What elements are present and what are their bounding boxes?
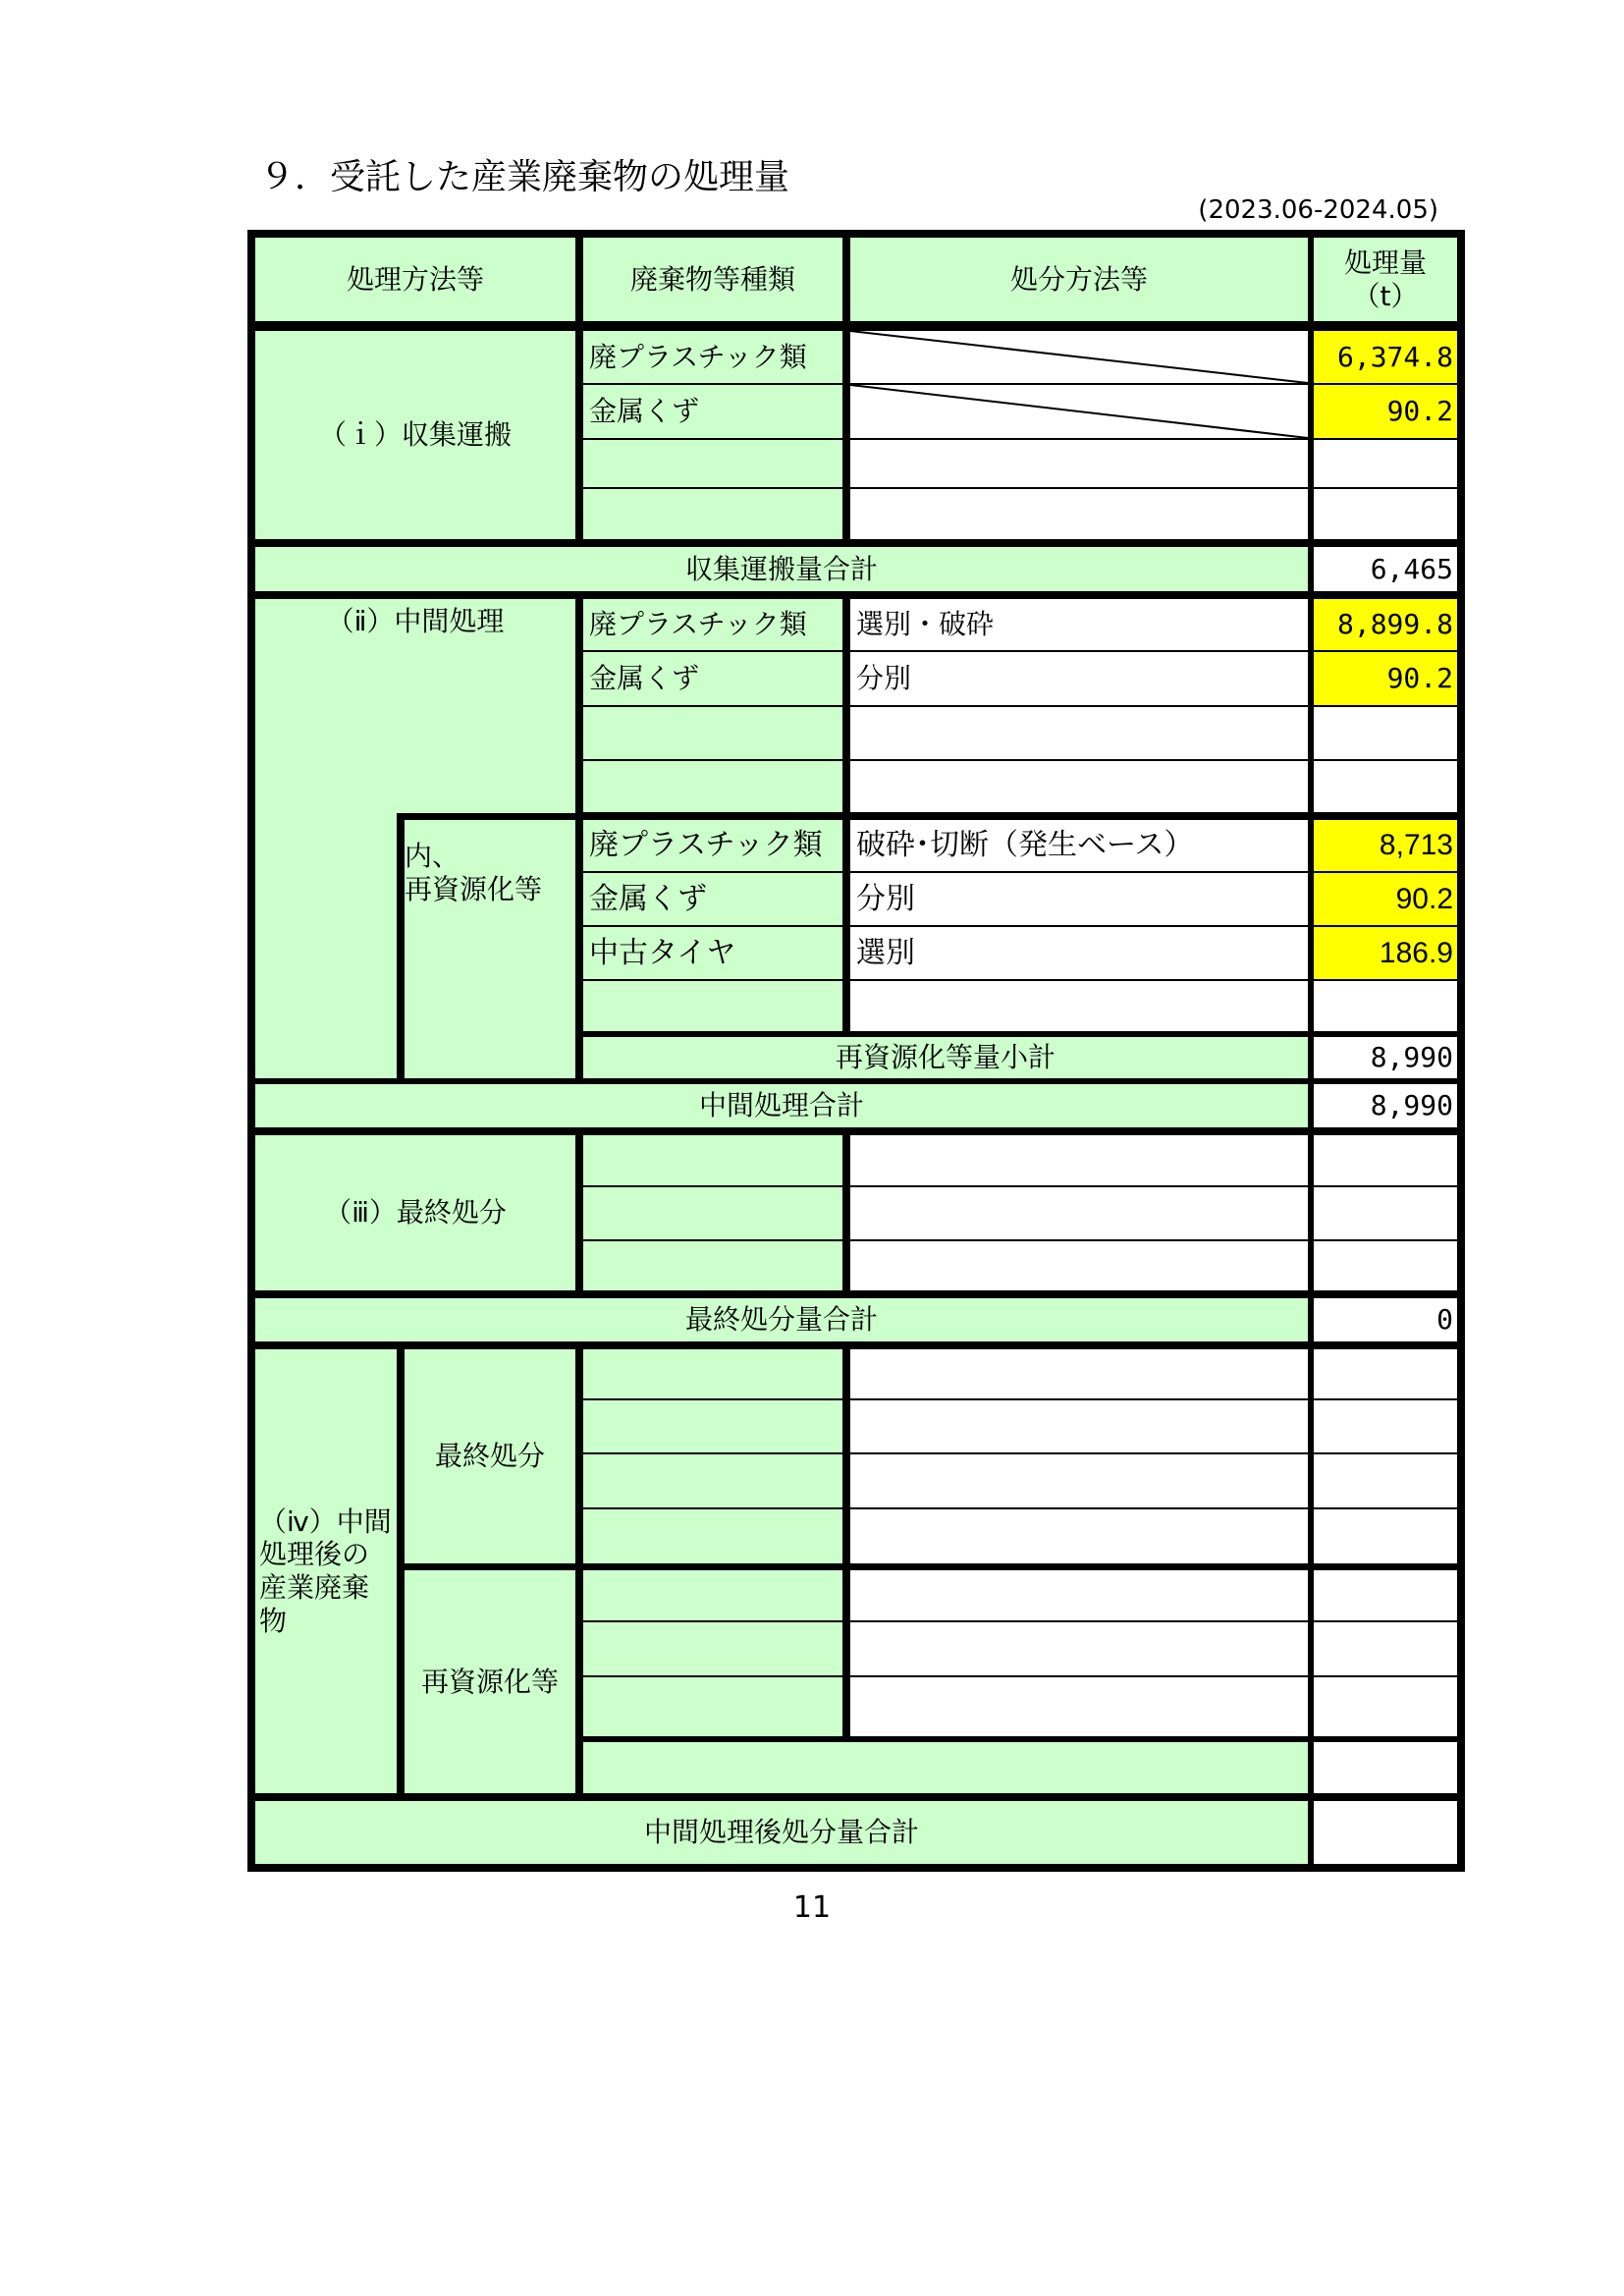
recycle-label-line-1: 内、 (405, 840, 460, 872)
intermediate-spacer (255, 809, 397, 1078)
header-amount (1314, 238, 1457, 321)
after-recycle-amount-3 (1314, 1677, 1457, 1736)
collection-slash-lines (850, 331, 1308, 438)
recycle-type-2: 金属くず (583, 873, 842, 925)
collection-total-label: 収集運搬量合計 (255, 547, 1308, 591)
collection-amount-1: 6,374.8 (1314, 331, 1457, 383)
final-total: 0 (1314, 1298, 1457, 1341)
recycle-amount-4 (1314, 981, 1457, 1031)
recycle-label-line-2: 再資源化等 (405, 872, 543, 905)
after-final-amount-2 (1314, 1400, 1457, 1452)
after-final-method-2 (850, 1400, 1308, 1452)
intermediate-type-1: 廃プラスチック類 (583, 599, 842, 650)
collection-label: （ｉ）収集運搬 (255, 331, 575, 539)
intermediate-type-3 (583, 707, 842, 759)
header-disposal-method: 処分方法等 (850, 238, 1308, 321)
final-label: （ⅲ）最終処分 (255, 1135, 575, 1290)
collection-type-4 (583, 489, 842, 539)
after-final-method-1 (850, 1349, 1308, 1398)
recycle-method-3: 選別 (850, 927, 1308, 979)
intermediate-total-label: 中間処理合計 (255, 1084, 1308, 1127)
report-period: (2023.06-2024.05) (1198, 195, 1438, 225)
after-recycle-type-2 (583, 1622, 842, 1675)
recycle-subtotal-label: 再資源化等量小計 (583, 1037, 1308, 1078)
after-final-type-4 (583, 1509, 842, 1563)
collection-amount-3 (1314, 440, 1457, 487)
final-method-1 (850, 1135, 1308, 1185)
collection-type-3 (583, 440, 842, 487)
after-label: （ⅳ）中間処理後の産業廃棄物 (255, 1349, 397, 1793)
waste-treatment-table (247, 230, 1465, 1872)
intermediate-amount-1: 8,899.8 (1314, 599, 1457, 650)
after-recycle-label: 再資源化等 (405, 1570, 575, 1793)
final-type-3 (583, 1241, 842, 1290)
after-total-label: 中間処理後処分量合計 (255, 1801, 1308, 1864)
header-method: 処理方法等 (255, 238, 575, 321)
after-recycle-method-3 (850, 1677, 1308, 1736)
final-amount-3 (1314, 1241, 1457, 1290)
intermediate-type-4 (583, 761, 842, 812)
final-method-2 (850, 1187, 1308, 1239)
final-method-3 (850, 1241, 1308, 1290)
recycle-type-3: 中古タイヤ (583, 927, 842, 979)
recycle-amount-1: 8,713 (1314, 820, 1457, 871)
final-amount-2 (1314, 1187, 1457, 1239)
collection-amount-4 (1314, 489, 1457, 539)
recycle-method-4 (850, 981, 1308, 1031)
header-amount-label: 処理量 (1343, 246, 1427, 279)
intermediate-total: 8,990 (1314, 1084, 1457, 1127)
after-final-amount-1 (1314, 1349, 1457, 1398)
after-recycle-type-3 (583, 1677, 842, 1736)
after-recycle-method-2 (850, 1622, 1308, 1675)
collection-method-3 (850, 440, 1308, 487)
header-amount-unit: （t） (1352, 279, 1419, 312)
intermediate-method-4 (850, 761, 1308, 812)
intermediate-amount-2: 90.2 (1314, 652, 1457, 705)
collection-type-2: 金属くず (583, 385, 842, 438)
final-type-2 (583, 1187, 842, 1239)
collection-amount-2: 90.2 (1314, 385, 1457, 438)
collection-total: 6,465 (1314, 547, 1457, 591)
after-final-method-4 (850, 1509, 1308, 1563)
final-type-1 (583, 1135, 842, 1185)
after-final-amount-3 (1314, 1454, 1457, 1507)
collection-type-1: 廃プラスチック類 (583, 331, 842, 383)
collection-method-4 (850, 489, 1308, 539)
final-amount-1 (1314, 1135, 1457, 1185)
after-recycle-method-1 (850, 1570, 1308, 1620)
after-total (1314, 1801, 1457, 1864)
after-final-amount-4 (1314, 1509, 1457, 1563)
after-final-type-1 (583, 1349, 842, 1398)
intermediate-method-3 (850, 707, 1308, 759)
intermediate-label: （ⅱ）中間処理 (255, 599, 575, 813)
after-recycle-type-1 (583, 1570, 842, 1620)
recycle-type-4 (583, 981, 842, 1031)
after-recycle-subtotal (1314, 1742, 1457, 1793)
after-recycle-amount-2 (1314, 1622, 1457, 1675)
after-recycle-amount-1 (1314, 1570, 1457, 1620)
recycle-method-1: 破砕･切断（発生ベース） (850, 820, 1308, 871)
page-title: ９．受託した産業廃棄物の処理量 (259, 157, 790, 197)
intermediate-type-2: 金属くず (583, 652, 842, 705)
recycle-amount-3: 186.9 (1314, 927, 1457, 979)
after-final-type-2 (583, 1400, 842, 1452)
intermediate-amount-3 (1314, 707, 1457, 759)
recycle-method-2: 分別 (850, 873, 1308, 925)
intermediate-amount-4 (1314, 761, 1457, 812)
intermediate-method-2: 分別 (850, 652, 1308, 705)
after-recycle-subtotal-label (583, 1742, 1308, 1793)
header-waste-type: 廃棄物等種類 (583, 238, 842, 321)
after-final-method-3 (850, 1454, 1308, 1507)
recycle-amount-2: 90.2 (1314, 873, 1457, 925)
recycle-label (405, 820, 575, 1078)
recycle-type-1: 廃プラスチック類 (583, 820, 842, 871)
after-final-type-3 (583, 1454, 842, 1507)
final-total-label: 最終処分量合計 (255, 1298, 1308, 1341)
recycle-subtotal: 8,990 (1314, 1037, 1457, 1078)
after-final-label: 最終処分 (405, 1349, 575, 1563)
page-number: 11 (792, 1890, 832, 1925)
intermediate-method-1: 選別・破砕 (850, 599, 1308, 650)
